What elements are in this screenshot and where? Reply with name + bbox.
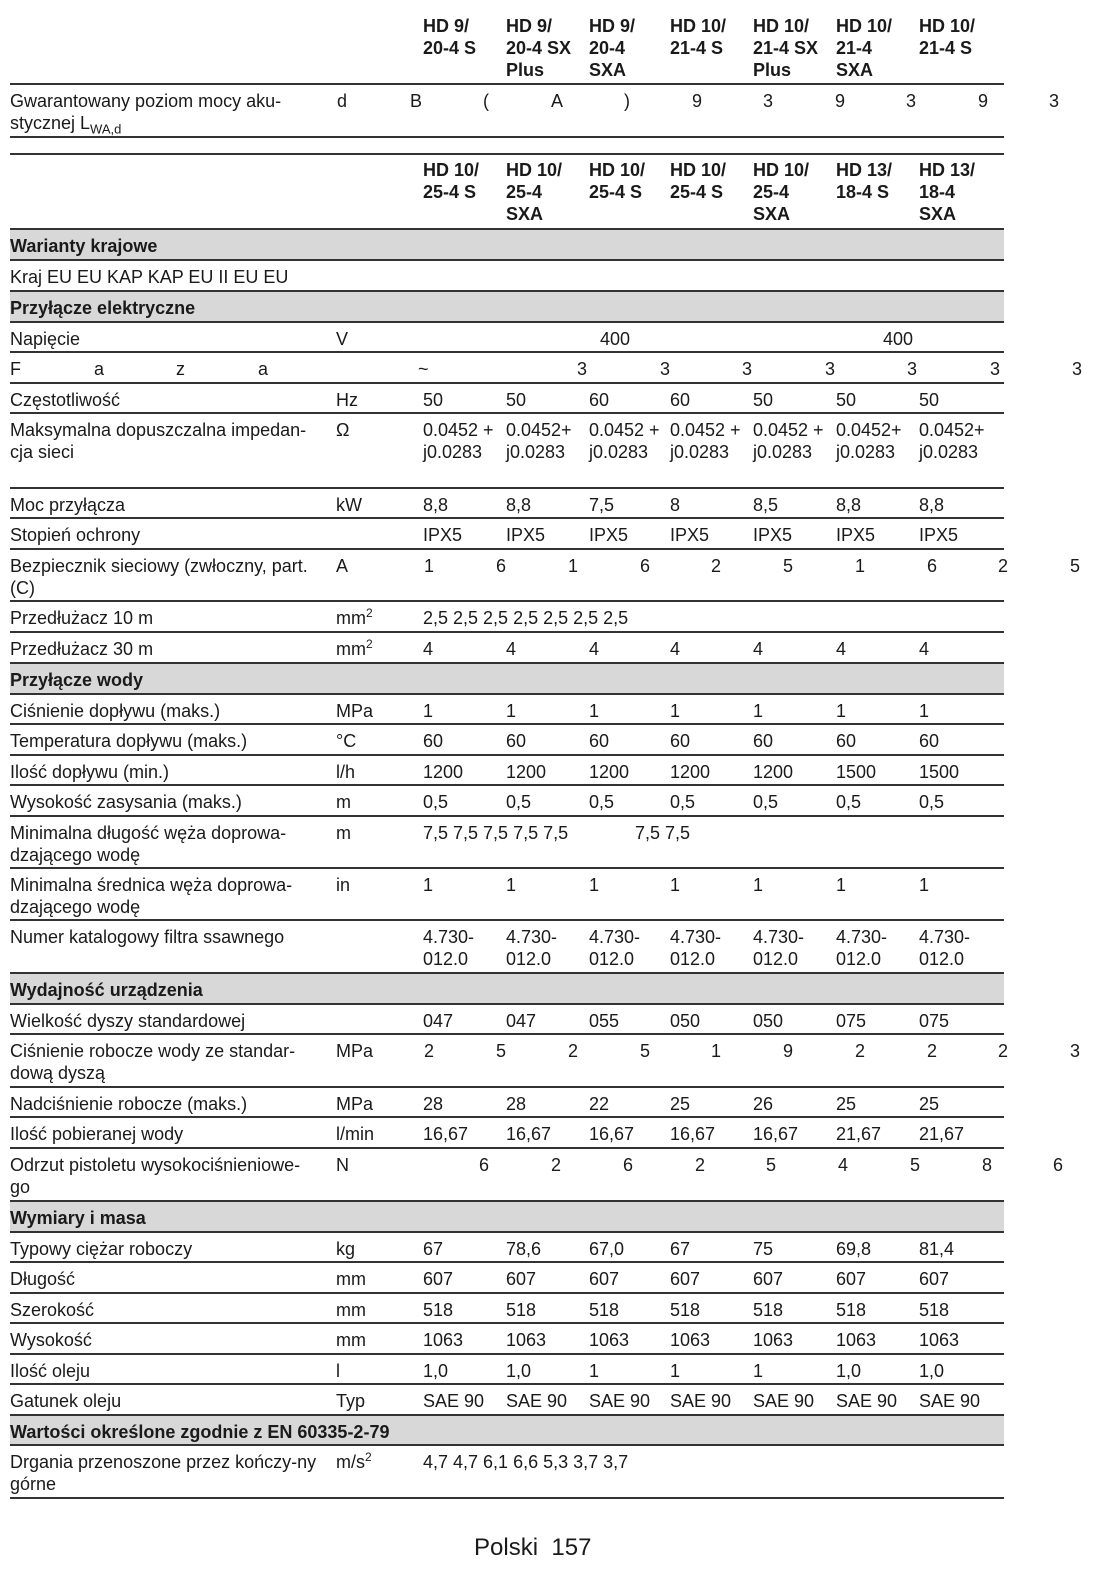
row-unit: l [336,1361,340,1381]
cell: 16,67 [506,1124,552,1144]
model-col-6: HD 10/ 21-4 SXA [836,16,893,80]
hose-length-row [10,817,1004,869]
cell: 1 [753,875,764,895]
row-label: Wysokość [10,1330,92,1350]
row-label: Wysokość zasysania (maks.) [10,792,242,812]
cell: 4 [836,639,847,659]
cell: 1 [753,701,764,721]
model-col-6: HD 13/ 18-4 S [836,160,893,202]
cell: 1 [836,701,847,721]
cell: 1 [670,875,681,895]
cell: 1 [919,701,930,721]
cell: 2,5 2,5 2,5 2,5 2,5 2,5 2,5 [423,608,629,628]
cell: 25 [836,1094,857,1114]
cell: 4.730-012.0 [919,927,971,969]
vibration-row [10,1446,1004,1499]
row-unit: MPa [336,1041,374,1061]
row-unit: $m/s^2$ [336,1450,372,1472]
cell: 7,5 7,5 7,5 7,5 7,5 [423,823,569,843]
row-label: Bezpiecznik sieciowy (zwłoczny, part. (C) [10,556,308,598]
cell: IPX5 [919,525,959,545]
cell: 16,67 [589,1124,635,1144]
row-unit: l/h [336,762,356,782]
fuse-row: Bezpiecznik sieciowy (zwłoczny, part. (C) A 1 6 1 6 2 5 1 6 2 5 [10,550,1004,602]
model-col-1: HD 9/ 20-4 S [423,16,477,58]
cell: 0.0452 + j0.0283 [589,420,660,462]
cell: 075 [919,1011,950,1031]
nozzle-size-row [10,1005,1004,1035]
cell: 50 [836,390,857,410]
cell: IPX5 [836,525,876,545]
filter-number-row [10,921,1004,974]
row-unit: mm [336,1330,366,1350]
section-header [10,974,1004,1005]
cell: 518 [670,1300,701,1320]
cell: 16,67 [423,1124,469,1144]
cell: 60 [670,390,691,410]
cell: 60 [753,731,774,751]
row-unit: MPa [336,701,374,721]
row-label: Nadciśnienie robocze (maks.) [10,1094,248,1114]
inlet-flow-row [10,756,1004,786]
cell: 1 [506,701,517,721]
cell: SAE 90 [423,1391,485,1411]
model-col-2: HD 10/ 25-4 SXA [506,160,563,224]
row-label: Gatunek oleju [10,1391,122,1411]
cell: 4 [670,639,681,659]
cell: 7,5 7,5 [635,823,691,843]
cell: 607 [836,1269,867,1289]
page-number: 157 [551,1534,592,1561]
water-consumption-row [10,1118,1004,1149]
cell: 1063 [589,1330,630,1350]
cell: SAE 90 [753,1391,815,1411]
cell: SAE 90 [836,1391,898,1411]
section-header [10,664,1004,695]
cell: 1063 [423,1330,464,1350]
row-unit: kW [336,495,362,515]
cell: 0.0452 + j0.0283 [423,420,494,462]
cell: 1,0 [423,1361,449,1381]
cell: 4,7 4,7 6,1 6,6 5,3 3,7 3,7 [423,1452,629,1472]
extension-10m-row [10,602,1004,633]
cell: 16,67 [670,1124,716,1144]
cell: 1 [589,1361,600,1381]
section-header [10,230,1004,261]
row-unit: $mm^2$ [336,606,373,628]
cell: 67 [670,1239,691,1259]
cell: 8 [670,495,681,515]
row-label: Minimalna średnica węża doprowa-dzającego wodę [10,875,293,917]
cell: 0.0452 + j0.0283 [753,420,824,462]
row-label: Długość [10,1269,76,1289]
cell: 78,6 [506,1239,542,1259]
cell: 7,5 [589,495,615,515]
cell: 518 [836,1300,867,1320]
cell: 075 [836,1011,867,1031]
cell: 0,5 [506,792,532,812]
cell: 22 [589,1094,610,1114]
row-label: Typowy ciężar roboczy [10,1239,193,1259]
cell: 1,0 [919,1361,945,1381]
cell: 60 [589,731,610,751]
cell: 047 [423,1011,454,1031]
cell: 050 [753,1011,784,1031]
cell: 81,4 [919,1239,955,1259]
row-unit: m [336,823,351,843]
cell: 0.0452 + j0.0283 [670,420,741,462]
section-title: Warianty krajowe [10,236,158,256]
cell: 25 [919,1094,940,1114]
cell: 4.730-012.0 [753,927,805,969]
cell: 518 [589,1300,620,1320]
row-unit: Hz [336,390,358,410]
row-unit: MPa [336,1094,374,1114]
cell: 607 [506,1269,537,1289]
section-header [10,292,1004,323]
cell: 518 [753,1300,784,1320]
section-title: Wartości określone zgodnie z EN 60335-2-79 [10,1422,390,1442]
cell: 26 [753,1094,774,1114]
row-unit: Ω [336,420,350,440]
row-label: Stopień ochrony [10,525,141,545]
gun-recoil-row: Odrzut pistoletu wysokociśnieniowe-go N 6 2 6 2 5 4 5 8 6 [10,1149,1004,1202]
cell: 1 [589,875,600,895]
cell: 1 [423,875,434,895]
cell: 50 [919,390,940,410]
cell: 1200 [423,762,464,782]
cell: 518 [919,1300,950,1320]
cell: SAE 90 [506,1391,568,1411]
cell: 607 [589,1269,620,1289]
cell: 1 [670,701,681,721]
cell: 1,0 [836,1361,862,1381]
cell: SAE 90 [589,1391,651,1411]
width-row [10,1294,1004,1324]
cell: 1 [753,1361,764,1381]
row-label: Szerokość [10,1300,95,1320]
footer-language: Polski [474,1534,539,1561]
cell: 16,67 [753,1124,799,1144]
cell: 60 [670,731,691,751]
cell: 0.0452+ j0.0283 [506,420,572,462]
cell: 21,67 [919,1124,965,1144]
row-label: Ilość pobieranej wody [10,1124,184,1144]
row-unit: kg [336,1239,356,1259]
cell: 4.730-012.0 [589,927,641,969]
cell: 75 [753,1239,774,1259]
section-title: Wydajność urządzenia [10,980,203,1000]
row-unit: in [336,875,351,895]
row-label: Drgania przenoszone przez kończy-ny górne [10,1452,317,1494]
cell: 0.0452+ j0.0283 [836,420,902,462]
cell: 8,8 [919,495,945,515]
cell: 0,5 [589,792,615,812]
cell: 60 [506,731,527,751]
cell: SAE 90 [919,1391,981,1411]
cell: 1 [670,1361,681,1381]
cell: 1063 [753,1330,794,1350]
cell: 1200 [506,762,547,782]
row-label: Ciśnienie dopływu (maks.) [10,701,221,721]
model-col-4: HD 10/ 21-4 S [670,16,727,58]
model-col-2: HD 9/ 20-4 SX Plus [506,16,572,80]
frequency-row [10,384,1004,414]
row-unit: V [336,329,349,349]
cell: 4 [589,639,600,659]
section-title: Przyłącze elektryczne [10,298,196,318]
work-pressure-row: Ciśnienie robocze wody ze standar-dową dyszą MPa 2 5 2 5 1 9 2 2 2 3 [10,1035,1004,1088]
cell: 0.0452+ j0.0283 [919,420,985,462]
cell: 607 [919,1269,950,1289]
length-row [10,1263,1004,1294]
cell: 4 [506,639,517,659]
cell: 21,67 [836,1124,882,1144]
weight-row [10,1233,1004,1263]
inlet-temperature-row [10,725,1004,756]
inlet-pressure-row [10,695,1004,725]
cell: 4 [919,639,930,659]
model-header-bottom [10,154,1004,230]
cell: 1063 [670,1330,711,1350]
model-col-3: HD 10/ 25-4 S [589,160,646,202]
row-label: Ciśnienie robocze wody ze standar-dową dyszą [10,1041,296,1083]
cell: 0,5 [836,792,862,812]
row-label: Ilość dopływu (min.) [10,762,170,782]
voltage-row [10,323,1004,353]
page-footer [474,1534,591,1562]
section-header [10,1202,1004,1233]
model-col-4: HD 10/ 25-4 S [670,160,727,202]
protection-row [10,519,1004,550]
cell: 69,8 [836,1239,872,1259]
cell: 4.730-012.0 [423,927,475,969]
cell: 607 [423,1269,454,1289]
cell: 0,5 [423,792,449,812]
cell: 60 [589,390,610,410]
row-unit: N [336,1155,349,1175]
cell: 1063 [919,1330,960,1350]
oil-quantity-row [10,1355,1004,1385]
cell: 607 [670,1269,701,1289]
cell: 8,8 [506,495,532,515]
row-unit: A [336,556,349,576]
cell: 4 [753,639,764,659]
cell: 1 [589,701,600,721]
model-col-7: HD 10/ 21-4 S [919,16,976,58]
cell: 1500 [919,762,960,782]
cell: 67,0 [589,1239,625,1259]
row-unit: $mm^2$ [336,637,373,659]
cell: 60 [836,731,857,751]
cell: 050 [670,1011,701,1031]
cell: 055 [589,1011,620,1031]
row-label: Przedłużacz 30 m [10,639,154,659]
cell: 4.730-012.0 [836,927,888,969]
cell: IPX5 [753,525,793,545]
cell: 518 [506,1300,537,1320]
impedance-row [10,414,1004,489]
cell: 0,5 [753,792,779,812]
row-unit: °C [336,731,357,751]
cell: 1200 [589,762,630,782]
cell: IPX5 [423,525,463,545]
model-header-top [10,10,1004,85]
row-label: Temperatura dopływu (maks.) [10,731,248,751]
country-text: Kraj EU EU KAP KAP EU II EU EU [10,267,289,287]
cell: 1 [423,701,434,721]
cell: 0,5 [919,792,945,812]
row-unit: mm [336,1269,366,1289]
section-header [10,1416,1004,1446]
cell: 518 [423,1300,454,1320]
power-row [10,489,1004,519]
row-unit: l/min [336,1124,375,1144]
cell: 50 [506,390,527,410]
row-label: Gwarantowany poziom mocy aku- stycznej $L_{WA,d}$ [10,91,282,137]
row-label: Maksymalna dopuszczalna impedan-cja sieci [10,420,307,462]
row-label: Częstotliwość [10,390,121,410]
model-col-5: HD 10/ 21-4 SX Plus [753,16,819,80]
cell: 1200 [753,762,794,782]
cell: 1,0 [506,1361,532,1381]
model-col-7: HD 13/ 18-4 SXA [919,160,976,224]
cell: IPX5 [670,525,710,545]
cell: 1 [836,875,847,895]
voltage-value: 400 [883,329,914,349]
cell: 28 [506,1094,527,1114]
cell: 047 [506,1011,537,1031]
cell: 4.730-012.0 [670,927,722,969]
cell: 1 [919,875,930,895]
model-col-3: HD 9/ 20-4 SXA [589,16,636,80]
row-label: Moc przyłącza [10,495,126,515]
cell: 1063 [836,1330,877,1350]
row-label: Napięcie [10,329,81,349]
cell: 60 [423,731,444,751]
cell: IPX5 [506,525,546,545]
cell: 8,8 [423,495,449,515]
row-label: Wielkość dyszy standardowej [10,1011,246,1031]
overpressure-row [10,1088,1004,1118]
extension-30m-row [10,633,1004,664]
hose-diameter-row [10,869,1004,921]
row-label: Przedłużacz 10 m [10,608,154,628]
cell: 1063 [506,1330,547,1350]
voltage-value: 400 [600,329,631,349]
cell: 4.730-012.0 [506,927,558,969]
row-label: Ilość oleju [10,1361,91,1381]
cell: 25 [670,1094,691,1114]
row-unit: Typ [336,1391,366,1411]
model-col-1: HD 10/ 25-4 S [423,160,480,202]
height-row [10,1324,1004,1355]
cell: 607 [753,1269,784,1289]
oil-type-row [10,1385,1004,1416]
row-label: Numer katalogowy filtra ssawnego [10,927,285,947]
section-title: Wymiary i masa [10,1208,146,1228]
cell: 1500 [836,762,877,782]
cell: 8,8 [836,495,862,515]
phase-row: F a z a ~ 3 3 3 3 3 3 3 [10,353,1004,384]
cell: 28 [423,1094,444,1114]
row-label: Minimalna długość węża doprowa-dzającego wodę [10,823,287,865]
cell: 50 [753,390,774,410]
model-col-5: HD 10/ 25-4 SXA [753,160,810,224]
country-row [10,261,1004,292]
row-unit: m [336,792,351,812]
cell: 8,5 [753,495,779,515]
cell: SAE 90 [670,1391,732,1411]
cell: 67 [423,1239,444,1259]
cell: 1 [506,875,517,895]
cell: 1200 [670,762,711,782]
cell: 4 [423,639,434,659]
cell: 0,5 [670,792,696,812]
cell: 50 [423,390,444,410]
cell: 60 [919,731,940,751]
noise-level-row: Gwarantowany poziom mocy aku- stycznej $L_{WA,d}$ d B ( A ) 9 3 9 3 9 3 [10,85,1004,138]
suction-height-row [10,786,1004,817]
section-title: Przyłącze wody [10,670,144,690]
cell: IPX5 [589,525,629,545]
row-unit: mm [336,1300,366,1320]
row-label: Odrzut pistoletu wysokociśnieniowe-go [10,1155,301,1197]
